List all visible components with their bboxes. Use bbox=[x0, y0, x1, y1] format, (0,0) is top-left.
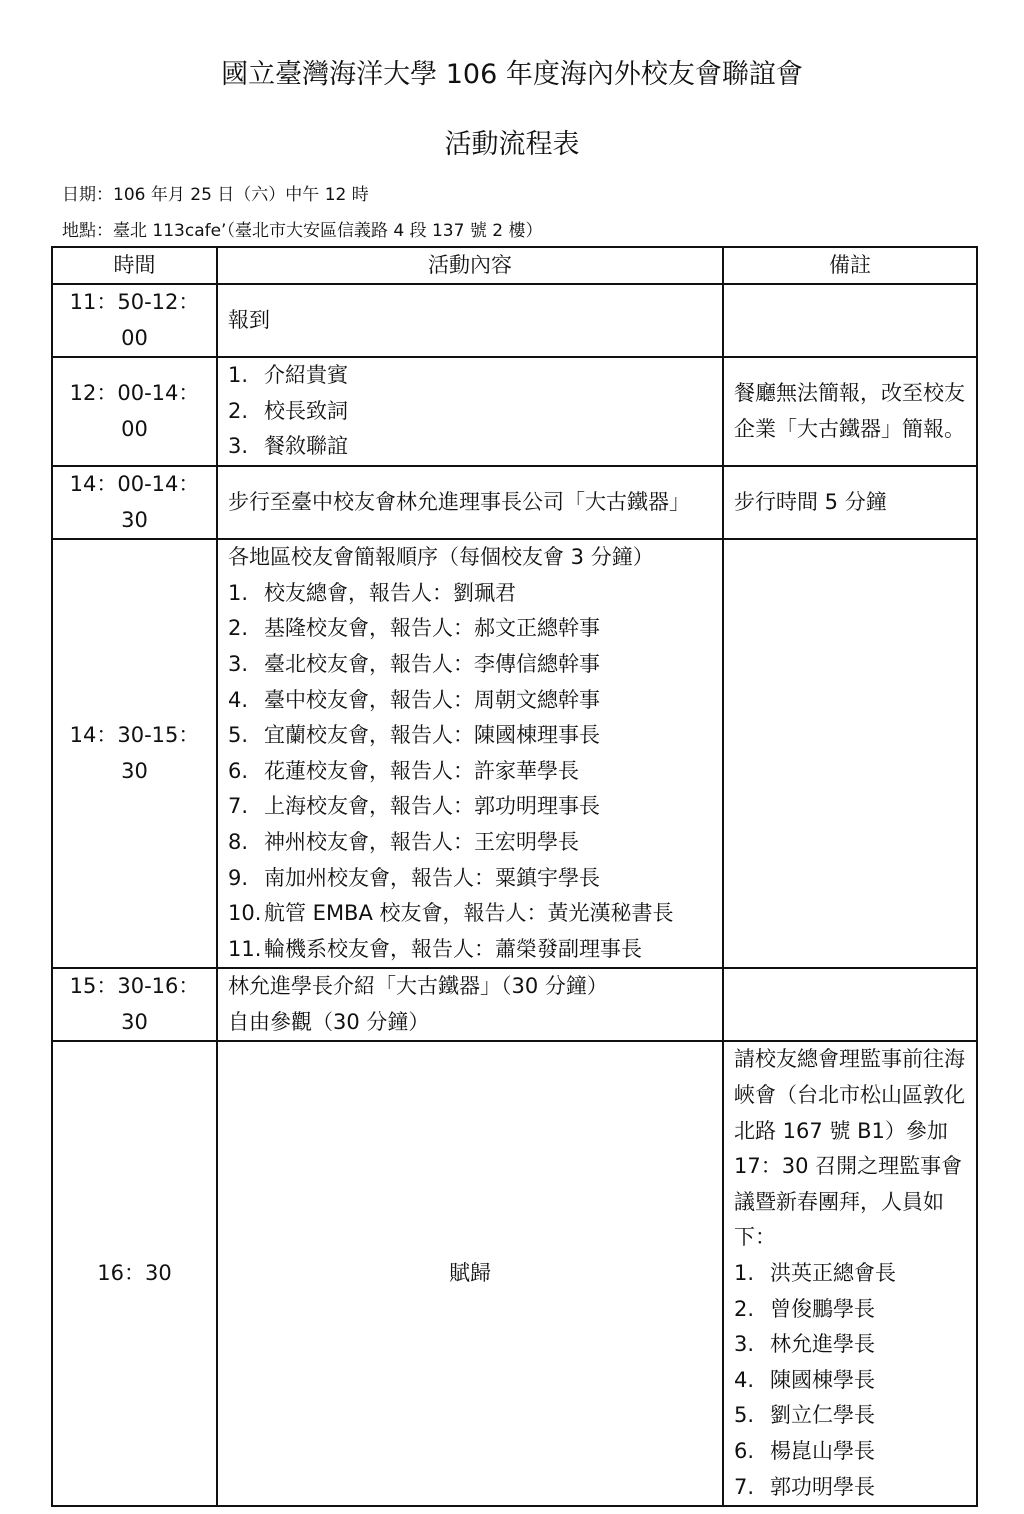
table-row bbox=[52, 357, 977, 466]
header-activity: 活動內容 bbox=[217, 247, 723, 284]
list-number: 7. bbox=[228, 794, 249, 819]
list-text: 郭功明學長 bbox=[770, 1474, 875, 1499]
list-number: 8. bbox=[228, 829, 249, 854]
list-text: 陳國棟學長 bbox=[770, 1367, 875, 1392]
list-number: 9. bbox=[228, 865, 249, 890]
list-number: 2. bbox=[228, 398, 249, 423]
list-number: 2. bbox=[734, 1296, 755, 1321]
list-item bbox=[228, 683, 712, 719]
list-text: 花蓮校友會，報告人：許家華學長 bbox=[264, 758, 579, 783]
list-item bbox=[734, 1398, 966, 1434]
list-text: 臺北校友會，報告人：李傳信總幹事 bbox=[264, 651, 600, 676]
time-cell: 12：00-14：00 bbox=[52, 357, 217, 466]
table-row bbox=[52, 539, 977, 968]
note-cell bbox=[723, 357, 977, 466]
table-row bbox=[52, 284, 977, 357]
list-text: 校長致詞 bbox=[264, 398, 348, 423]
list-item bbox=[734, 1470, 966, 1506]
time-cell: 14：30-15：30 bbox=[52, 539, 217, 968]
list-number: 3. bbox=[734, 1332, 755, 1357]
list-text: 航管 EMBA 校友會，報告人：黃光漢秘書長 bbox=[264, 901, 674, 926]
list-text: 宜蘭校友會，報告人：陳國棟理事長 bbox=[264, 723, 600, 748]
table-row bbox=[52, 1041, 977, 1506]
time-cell: 11：50-12：00 bbox=[52, 284, 217, 357]
list-item bbox=[228, 896, 712, 932]
list-number: 1. bbox=[734, 1261, 755, 1286]
time-cell: 16：30 bbox=[52, 1041, 217, 1506]
document-subtitle: 活動流程表 bbox=[444, 129, 580, 160]
activity-cell bbox=[217, 968, 723, 1041]
list-item bbox=[228, 647, 712, 683]
list-number: 11. bbox=[228, 936, 262, 961]
list-text: 神州校友會，報告人：王宏明學長 bbox=[264, 829, 579, 854]
activity-cell bbox=[217, 539, 723, 968]
activity-cell bbox=[217, 284, 723, 357]
list-item bbox=[734, 1327, 966, 1363]
note-cell bbox=[723, 466, 977, 539]
activity-text: 報到 bbox=[228, 307, 270, 332]
list-number: 4. bbox=[228, 687, 249, 712]
document-title: 國立臺灣海洋大學 106 年度海內外校友會聯誼會 bbox=[221, 59, 803, 90]
list-item bbox=[228, 754, 712, 790]
table-row bbox=[52, 466, 977, 539]
activity-text: 林允進學長介紹「大古鐵器」（30 分鐘） bbox=[228, 974, 608, 999]
list-number: 2. bbox=[228, 616, 249, 641]
event-venue: 地點：臺北 113cafe’（臺北市大安區信義路 4 段 137 號 2 樓） bbox=[62, 221, 543, 241]
list-number: 3. bbox=[228, 651, 249, 676]
list-item bbox=[228, 429, 712, 465]
list-number: 3. bbox=[228, 434, 249, 459]
activity-intro: 各地區校友會簡報順序（每個校友會 3 分鐘） bbox=[228, 545, 654, 570]
table-header-row bbox=[52, 247, 977, 284]
list-text: 南加州校友會，報告人：粟鎮宇學長 bbox=[264, 865, 600, 890]
list-number: 1. bbox=[228, 580, 249, 605]
list-item bbox=[734, 1363, 966, 1399]
activity-cell bbox=[217, 357, 723, 466]
list-item bbox=[228, 825, 712, 861]
list-number: 5. bbox=[734, 1403, 755, 1428]
activity-cell bbox=[217, 466, 723, 539]
activity-cell bbox=[217, 1041, 723, 1506]
list-number: 4. bbox=[734, 1367, 755, 1392]
note-cell bbox=[723, 539, 977, 968]
list-number: 1. bbox=[228, 363, 249, 388]
note-text: 餐廳無法簡報，改至校友企業「大古鐵器」簡報。 bbox=[734, 380, 965, 441]
list-item bbox=[734, 1292, 966, 1328]
note-cell bbox=[723, 968, 977, 1041]
list-number: 6. bbox=[228, 758, 249, 783]
list-item bbox=[228, 932, 712, 968]
note-cell bbox=[723, 284, 977, 357]
table-row bbox=[52, 968, 977, 1041]
activity-text: 賦歸 bbox=[449, 1261, 491, 1286]
header-time: 時間 bbox=[52, 247, 217, 284]
list-item bbox=[228, 718, 712, 754]
list-number: 10. bbox=[228, 901, 262, 926]
list-item bbox=[228, 576, 712, 612]
header-note: 備註 bbox=[723, 247, 977, 284]
list-item bbox=[228, 861, 712, 897]
time-cell: 15：30-16：30 bbox=[52, 968, 217, 1041]
note-text: 請校友總會理監事前往海峽會（台北市松山區敦化北路 167 號 B1）參加 17：30 召開之理監事會議暨新春團拜，人員如下： bbox=[734, 1047, 965, 1250]
activity-text: 自由參觀（30 分鐘） bbox=[228, 1009, 430, 1034]
list-item bbox=[228, 394, 712, 430]
list-item bbox=[734, 1256, 966, 1292]
list-item bbox=[228, 611, 712, 647]
list-text: 劉立仁學長 bbox=[770, 1403, 875, 1428]
event-date: 日期：106 年月 25 日（六）中午 12 時 bbox=[62, 185, 369, 205]
list-number: 5. bbox=[228, 723, 249, 748]
list-text: 介紹貴賓 bbox=[264, 363, 348, 388]
schedule-table bbox=[51, 246, 978, 1507]
note-cell bbox=[723, 1041, 977, 1506]
list-text: 臺中校友會，報告人：周朝文總幹事 bbox=[264, 687, 600, 712]
list-text: 林允進學長 bbox=[770, 1332, 875, 1357]
list-text: 上海校友會，報告人：郭功明理事長 bbox=[264, 794, 600, 819]
list-item bbox=[228, 789, 712, 825]
list-item bbox=[228, 358, 712, 394]
list-text: 曾俊鵬學長 bbox=[770, 1296, 875, 1321]
list-text: 輪機系校友會，報告人：蕭榮發副理事長 bbox=[264, 936, 642, 961]
list-number: 6. bbox=[734, 1439, 755, 1463]
list-number: 7. bbox=[734, 1474, 755, 1499]
list-text: 楊崑山學長 bbox=[770, 1439, 875, 1463]
list-text: 洪英正總會長 bbox=[770, 1261, 896, 1286]
list-text: 校友總會，報告人：劉珮君 bbox=[264, 580, 516, 605]
activity-text: 步行至臺中校友會林允進理事長公司「大古鐵器」 bbox=[228, 489, 690, 514]
list-text: 餐敘聯誼 bbox=[264, 434, 348, 459]
list-text: 基隆校友會，報告人：郝文正總幹事 bbox=[264, 616, 600, 641]
time-cell: 14：00-14：30 bbox=[52, 466, 217, 539]
list-item bbox=[734, 1434, 966, 1470]
note-text: 步行時間 5 分鐘 bbox=[734, 489, 887, 514]
